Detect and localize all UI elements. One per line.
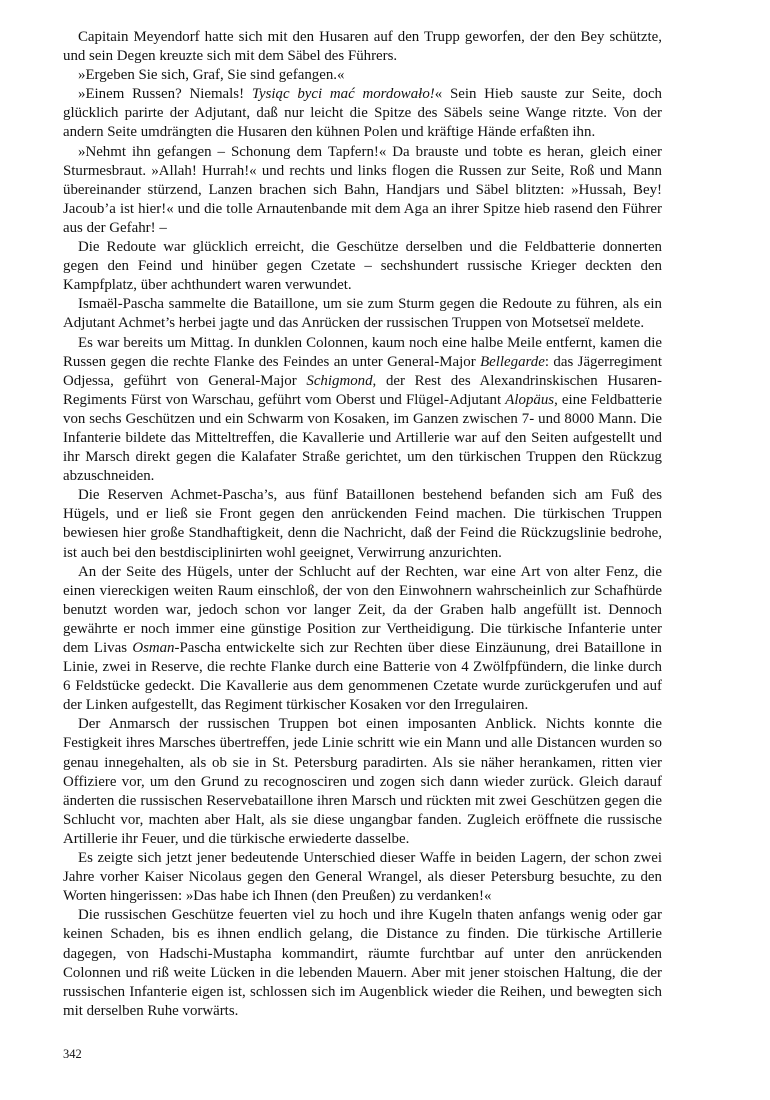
text-segment: , eine Feldbatterie von sechs Geschützen und ein Schwarm von Kosaken, im Ganzen zwischen 7- und 8000 Mann. Die Infanterie bildete das Mitteltreffen, die Kavallerie und Artillerie war auf den Seiten aufgestellt und ihr Marsch direkt gegen die Kalafater Straße gerichtet, um den türkischen Truppen den Rückzug abzuschneiden. [63, 391, 662, 485]
paragraph [63, 238, 662, 295]
paragraph [63, 143, 662, 238]
text-segment-italic: Bellegarde [480, 353, 545, 370]
text-segment: Es war bereits um Mittag. In dunklen Colonnen, kaum noch eine halbe Meile entfernt, kamen die Russen gegen die rechte Flanke des Feindes an unter General-Major [63, 334, 662, 370]
text-segment: , der Rest des Alexandrinskischen Husaren-Regiments Fürst von Warschau, geführt vom Oberst und Flügel-Adjutant [63, 372, 662, 408]
paragraph [63, 85, 662, 142]
text-segment: Der Anmarsch der russischen Truppen bot einen imposanten Anblick. Nichts konnte die Festigkeit ihres Marsches übertreffen, jede Linie schritt wie ein Mann und alle Distancen wurden so genau innegehalten, als ob sie in St. Petersburg paradirten. Als sie näher herankamen, ritten vier Offiziere vor, um den Grund zu recognosciren und zogen sich dann wieder zurück. Gleich darauf änderten die russischen Reservebataillone ihren Marsch und rückten mit zwei Geschützen gegen die Schlucht vor, machten aber Halt, als sie diese ungangbar fanden. Zugleich eröffnete die russische Artillerie ihr Feuer, und die türkische erwiederte dasselbe. [63, 716, 662, 847]
text-segment: -Pascha entwickelte sich zur Rechten über diese Einzäunung, drei Bataillone in Linie, zwei in Reserve, die rechte Flanke durch eine Batterie von 4 Zwölfpfündern, die linke durch 6 Feldstücke gedeckt. Die Kavallerie aus dem genommenen Czetate wurde zurückgerufen und auf der Linken aufgestellt, das Regiment türkischer Kosaken vor den Irregulairen. [63, 640, 662, 714]
text-segment: An der Seite des Hügels, unter der Schlucht auf der Rechten, war eine Art von alter Fenz, die einen viereckigen weiten Raum einschloß, der von den Einwohnern wahrscheinlich zur Schafhürde benutzt worden war, jedoch schon vor langer Zeit, da der Graben halb angefüllt ist. Dennoch gewährte er noch immer eine günstige Position zur Vertheidigung. Die türkische Infanterie unter dem Livas [63, 563, 662, 656]
paragraph [63, 906, 662, 1021]
text-segment: Die russischen Geschütze feuerten viel zu hoch und ihre Kugeln thaten anfangs wenig oder gar keinen Schaden, bis es ihnen endlich gelang, die Distance zu finden. Die türkische Artillerie dagegen, von Hadschi-Mustapha kommandirt, räumte furchtbar auf unter den anrückenden Colonnen und riß weite Lücken in die lebenden Mauern. Aber mit jener stoischen Haltung, die der russischen Infanterie eigen ist, schlossen sich im Augenblick wieder die Reihen, und bewegten sich mit derselben Ruhe vorwärts. [63, 907, 662, 1019]
text-segment: »Nehmt ihn gefangen – Schonung dem Tapfern!« Da brauste und tobte es heran, gleich einer Sturmesbraut. »Allah! Hurrah!« und rechts und links flogen die Russen zur Seite, Roß und Mann übereinander stürzend, Lanzen brachen sich Bahn, Handjars und Säbel blitzten: »Hussah, Bey! Jacoub’a ist hier!« und die tolle Arnautenbande mit dem Aga an ihrer Spitze hieb rasend den Führer aus der Gefahr! – [63, 143, 662, 236]
text-segment-italic: Tysiąc byci mać mordowało! [251, 86, 435, 103]
paragraph [63, 295, 662, 333]
text-segment: Capitain Meyendorf hatte sich mit den Husaren auf den Trupp geworfen, der den Bey schützte, und sein Degen kreuzte sich mit dem Säbel des Führers. [63, 29, 662, 65]
text-block [63, 28, 662, 1021]
paragraph [63, 486, 662, 562]
text-segment: « Sein Hieb sauste zur Seite, doch glücklich parirte der Adjutant, daß nur leicht die Spitze des Säbels seine Wange ritzte. Von der andern Seite umdrängten die Husaren den kühnen Polen und kräftige Hände erfaßten ihn. [63, 86, 662, 141]
paragraph [63, 715, 662, 849]
paragraph [63, 66, 662, 85]
text-segment: Die Redoute war glücklich erreicht, die Geschütze derselben und die Feldbatterie donnerten gegen den Feind und hinüber gegen Czetate – sechshundert russische Krieger deckten den Kampfplatz, über achthundert waren verwundet. [63, 239, 662, 294]
paragraph [63, 28, 662, 66]
text-segment: Die Reserven Achmet-Pascha’s, aus fünf Bataillonen bestehend befanden sich am Fuß des Hügels, und er ließ sie Front gegen den anrückenden Feind machen. Die türkischen Truppen bewiesen hier große Standhaftigkeit, denn die Nachricht, daß der Feind die Rückzugslinie bedrohe, ist auch bei den bestdisciplinirten wohl geeignet, Verwirrung anzurichten. [63, 487, 662, 561]
text-segment-italic: Osman [132, 640, 175, 656]
text-segment: »Ergeben Sie sich, Graf, Sie sind gefangen.« [78, 67, 345, 84]
paragraph [63, 849, 662, 906]
text-segment-italic: Alopäus [505, 391, 555, 408]
page-number: 342 [63, 1047, 82, 1061]
text-segment-italic: Schigmond [306, 372, 373, 389]
text-segment: Es zeigte sich jetzt jener bedeutende Unterschied dieser Waffe in beiden Lagern, der schon zwei Jahre vorher Kaiser Nicolaus gegen den General Wrangel, als dieser Petersburg besuchte, zu den Worten hingerissen: »Das habe ich Ihnen (den Preußen) zu verdanken!« [63, 850, 662, 905]
text-segment: »Einem Russen? Niemals! [78, 86, 252, 103]
paragraph [63, 334, 662, 487]
text-segment: : das Jägerregiment Odjessa, geführt von General-Major [63, 353, 662, 389]
text-segment: Ismaël-Pascha sammelte die Bataillone, um sie zum Sturm gegen die Redoute zu führen, als ein Adjutant Achmet’s herbei jagte und das Anrücken der russischen Truppen von Motsetseï meldete. [63, 296, 662, 332]
paragraph [63, 563, 662, 716]
